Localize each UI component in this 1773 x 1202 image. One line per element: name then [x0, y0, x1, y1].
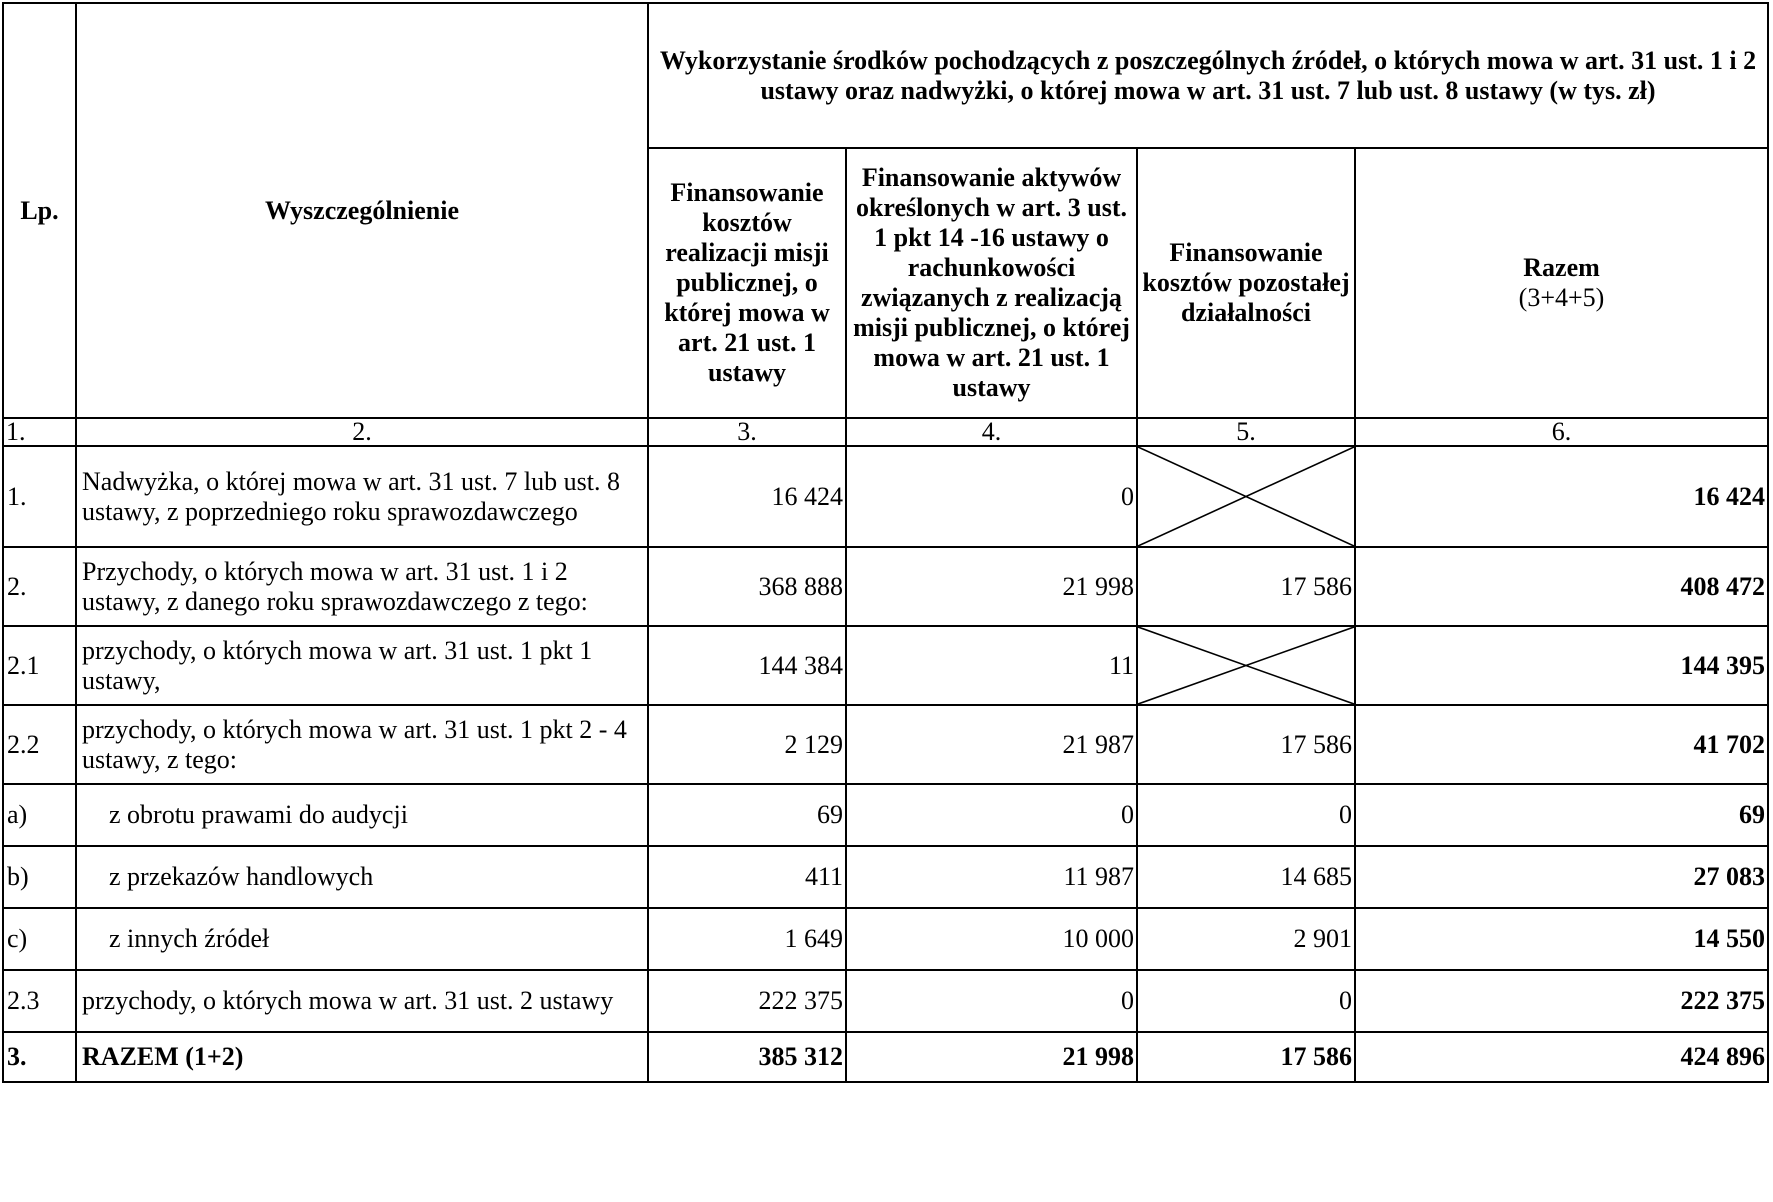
header-col3: Finansowanie kosztów realizacji misji publicznej, o której mowa w art. 21 ust. 1 ustawy	[648, 148, 846, 418]
row-total: 41 702	[1355, 705, 1768, 784]
header-col6	[1355, 148, 1768, 418]
header-col5: Finansowanie kosztów pozostałej działalności	[1137, 148, 1355, 418]
crossed-out-cell	[1137, 626, 1355, 705]
row-col4: 10 000	[846, 908, 1137, 970]
row-total: 222 375	[1355, 970, 1768, 1032]
financial-table	[2, 2, 1769, 1083]
row-lp: b)	[3, 846, 76, 908]
row-col3: 16 424	[648, 446, 846, 547]
row-col5: 17 586	[1137, 1032, 1355, 1082]
column-number: 4.	[846, 418, 1137, 446]
row-lp: 3.	[3, 1032, 76, 1082]
column-number: 2.	[76, 418, 648, 446]
row-lp: c)	[3, 908, 76, 970]
row-col4: 0	[846, 970, 1137, 1032]
row-col4: 21 987	[846, 705, 1137, 784]
row-description: przychody, o których mowa w art. 31 ust. 1 pkt 1 ustawy,	[76, 626, 648, 705]
header-lp: Lp.	[3, 3, 76, 418]
column-number: 5.	[1137, 418, 1355, 446]
row-col5: 17 586	[1137, 547, 1355, 626]
row-col3: 368 888	[648, 547, 846, 626]
column-number: 6.	[1355, 418, 1768, 446]
row-total: 408 472	[1355, 547, 1768, 626]
table-row	[3, 784, 1768, 846]
row-col5: 14 685	[1137, 846, 1355, 908]
column-number: 3.	[648, 418, 846, 446]
header-group: Wykorzystanie środków pochodzących z poszczególnych źródeł, o których mowa w art. 31 ust. 1 i 2 ustawy oraz nadwyżki, o której mowa w art. 31 ust. 7 lub ust. 8 ustawy (w tys. zł)	[648, 3, 1768, 148]
cross-mark-icon	[1138, 627, 1354, 704]
row-total: 27 083	[1355, 846, 1768, 908]
row-total: 69	[1355, 784, 1768, 846]
row-description: Przychody, o których mowa w art. 31 ust. 1 i 2 ustawy, z danego roku sprawozdawczego z tego:	[76, 547, 648, 626]
row-lp: 2.	[3, 547, 76, 626]
row-lp: 2.3	[3, 970, 76, 1032]
row-col3: 222 375	[648, 970, 846, 1032]
row-col4: 11 987	[846, 846, 1137, 908]
row-col4: 21 998	[846, 547, 1137, 626]
row-total: 424 896	[1355, 1032, 1768, 1082]
row-description: przychody, o których mowa w art. 31 ust. 2 ustawy	[76, 970, 648, 1032]
row-total: 14 550	[1355, 908, 1768, 970]
row-description: z przekazów handlowych	[76, 846, 648, 908]
table-row	[3, 970, 1768, 1032]
row-description: przychody, o których mowa w art. 31 ust. 1 pkt 2 - 4 ustawy, z tego:	[76, 705, 648, 784]
column-number: 1.	[3, 418, 76, 446]
header-col4: Finansowanie aktywów określonych w art. 3 ust. 1 pkt 14 -16 ustawy o rachunkowości związanych z realizacją misji publicznej, o której mowa w art. 21 ust. 1 ustawy	[846, 148, 1137, 418]
column-number-row	[3, 418, 1768, 446]
row-col3: 69	[648, 784, 846, 846]
table-row	[3, 547, 1768, 626]
row-lp: a)	[3, 784, 76, 846]
row-col5: 17 586	[1137, 705, 1355, 784]
row-lp: 1.	[3, 446, 76, 547]
table-row-total	[3, 1032, 1768, 1082]
row-col3: 2 129	[648, 705, 846, 784]
table-row	[3, 626, 1768, 705]
row-col3: 144 384	[648, 626, 846, 705]
row-col5: 0	[1137, 784, 1355, 846]
table-row	[3, 846, 1768, 908]
row-total: 144 395	[1355, 626, 1768, 705]
header-col6-title: Razem	[1523, 253, 1600, 282]
row-col3: 1 649	[648, 908, 846, 970]
row-col3: 411	[648, 846, 846, 908]
table-row	[3, 705, 1768, 784]
row-description: RAZEM (1+2)	[76, 1032, 648, 1082]
row-description: z obrotu prawami do audycji	[76, 784, 648, 846]
table-row	[3, 908, 1768, 970]
row-col4: 0	[846, 784, 1137, 846]
row-col5: 2 901	[1137, 908, 1355, 970]
row-col4: 11	[846, 626, 1137, 705]
row-total: 16 424	[1355, 446, 1768, 547]
row-col5: 0	[1137, 970, 1355, 1032]
row-col3: 385 312	[648, 1032, 846, 1082]
row-lp: 2.2	[3, 705, 76, 784]
row-col4: 0	[846, 446, 1137, 547]
row-col4: 21 998	[846, 1032, 1137, 1082]
row-description: Nadwyżka, o której mowa w art. 31 ust. 7 lub ust. 8 ustawy, z poprzedniego roku sprawozdawczego	[76, 446, 648, 547]
table-row	[3, 446, 1768, 547]
header-wyszczegolnienie: Wyszczególnienie	[76, 3, 648, 418]
header-col6-sub: (3+4+5)	[1518, 283, 1605, 312]
cross-mark-icon	[1138, 447, 1354, 546]
row-lp: 2.1	[3, 626, 76, 705]
row-description: z innych źródeł	[76, 908, 648, 970]
crossed-out-cell	[1137, 446, 1355, 547]
